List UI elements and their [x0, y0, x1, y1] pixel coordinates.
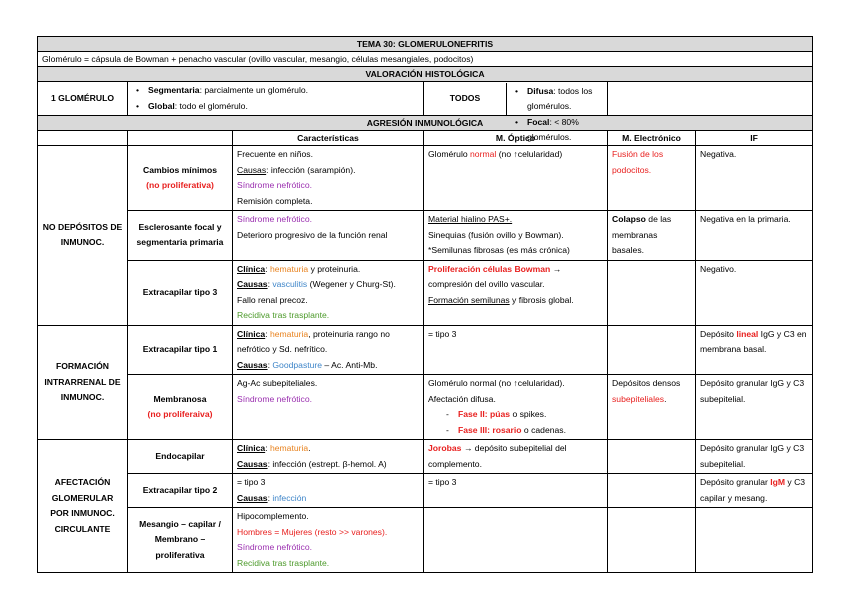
table-row [38, 440, 813, 474]
list-item: • Focal: < 80% glomérulos. [527, 115, 603, 146]
caracteristicas-cell: Ag-Ac subepiteliales. Síndrome nefrótico. [233, 375, 424, 440]
m-optico-cell: Proliferación células Bowman → compresión del ovillo vascular. Formación semilunas y fibrosis global. [424, 260, 608, 325]
row-name: Esclerosante focal y segmentaria primaria [128, 211, 233, 261]
caracteristicas-cell: Frecuente en niños. Causas: infección (sarampión). Síndrome nefrótico. Remisión completa. [233, 146, 424, 211]
group-label: NO DEPÓSITOS DE INMUNOC. [38, 146, 128, 326]
if-cell: Depósito granular IgG y C3 subepitelial. [696, 440, 813, 474]
if-cell [696, 508, 813, 573]
definition-text: Glomérulo = cápsula de Bowman + penacho vascular (ovillo vascular, mesangio, células mesangiales, podocitos) [38, 52, 813, 67]
caracteristicas-cell: Clínica: hematuria, proteinuria rango no nefrótico y Sd. nefrítico. Causas: Goodpasture – Ac. Anti-Mb. [233, 325, 424, 375]
m-electronico-cell [608, 440, 696, 474]
if-cell: Depósito granular IgM y C3 capilar y mesang. [696, 474, 813, 508]
m-electronico-cell: Colapso de las membranas basales. [608, 211, 696, 261]
m-optico-cell: Glomérulo normal (no ↑celularidad) [424, 146, 608, 211]
row-tag: (no proliferaiva) [147, 409, 213, 419]
if-cell: Negativa en la primaria. [696, 211, 813, 261]
column-header-row [38, 131, 813, 146]
col-m-electronico: M. Electrónico [608, 131, 696, 146]
histologic-row [38, 82, 813, 116]
m-optico-cell: = tipo 3 [424, 325, 608, 375]
m-electronico-cell: Depósitos densos subepiteliales. [608, 375, 696, 440]
row-name: Extracapilar tipo 3 [128, 260, 233, 325]
col-m-optico: M. Óptico [424, 131, 608, 146]
table-row [38, 260, 813, 325]
list-item: • Difusa: todos los glomérulos. [527, 84, 603, 115]
histologic-left-list [132, 83, 419, 114]
table-row [38, 211, 813, 261]
caracteristicas-cell: Síndrome nefrótico. Deterioro progresivo de la función renal [233, 211, 424, 261]
m-optico-cell: = tipo 3 [424, 474, 608, 508]
caracteristicas-cell: Hipocomplemento. Hombres = Mujeres (resto >> varones). Síndrome nefrótico. Recidiva tras trasplante. [233, 508, 424, 573]
caracteristicas-cell: Clínica: hematuria. Causas: infección (estrept. β-hemol. A) [233, 440, 424, 474]
if-cell: Depósito granular IgG y C3 subepitelial. [696, 375, 813, 440]
if-cell: Negativo. [696, 260, 813, 325]
m-optico-cell: Glomérulo normal (no ↑celularidad). Afectación difusa. - Fase II: púas o spikes. - Fase III: rosario o cadenas. [424, 375, 608, 440]
m-electronico-cell: Fusión de los podocitos. [608, 146, 696, 211]
row-name: Extracapilar tipo 1 [128, 325, 233, 375]
m-optico-cell: Material hialino PAS+. Sinequias (fusión ovillo y Bowman). *Semilunas fibrosas (es más crónica) [424, 211, 608, 261]
row-name: Cambios mínimos [142, 164, 218, 175]
caracteristicas-cell: = tipo 3 Causas: infección [233, 474, 424, 508]
row-name: Extracapilar tipo 2 [128, 474, 233, 508]
col-caracteristicas: Características [233, 131, 424, 146]
list-item: - Fase III: rosario o cadenas. [458, 423, 603, 439]
m-electronico-cell [608, 325, 696, 375]
histologic-right-label: TODOS [424, 83, 507, 115]
table-row [38, 146, 813, 211]
col-if: IF [696, 131, 813, 146]
if-cell: Depósito lineal IgG y C3 en membrana basal. [696, 325, 813, 375]
glomerulonefritis-table [37, 36, 813, 573]
table-row [38, 508, 813, 573]
row-name: Membranosa [153, 393, 207, 404]
histologic-header: VALORACIÓN HISTOLÓGICA [38, 67, 813, 82]
group-label: FORMACIÓN INTRARRENAL DE INMUNOC. [38, 325, 128, 440]
m-optico-cell [424, 508, 608, 573]
m-optico-cell: Jorobas → depósito subepitelial del complemento. [424, 440, 608, 474]
row-name: Mesangio – capilar / Membrano – proliferativa [128, 508, 233, 573]
row-name: Endocapilar [128, 440, 233, 474]
group-label: AFECTACIÓN GLOMERULAR POR INMUNOC. CIRCULANTE [38, 440, 128, 573]
list-item: - Fase II: púas o spikes. [458, 407, 603, 423]
list-item: • Segmentaria: parcialmente un glomérulo. [148, 83, 419, 99]
table-row [38, 474, 813, 508]
row-tag: (no proliferativa) [146, 180, 214, 190]
table-row [38, 375, 813, 440]
m-electronico-cell [608, 508, 696, 573]
if-cell: Negativa. [696, 146, 813, 211]
m-electronico-cell [608, 474, 696, 508]
immuno-header: AGRESIÓN INMUNOLÓGICA [38, 116, 813, 131]
histologic-left-label: 1 GLOMÉRULO [38, 82, 128, 116]
table-row [38, 325, 813, 375]
caracteristicas-cell: Clínica: hematuria y proteinuria. Causas: vasculitis (Wegener y Churg-St). Fallo renal precoz. Recidiva tras trasplante. [233, 260, 424, 325]
list-item: • Global: todo el glomérulo. [148, 99, 419, 115]
m-electronico-cell [608, 260, 696, 325]
page-title: TEMA 30: GLOMERULONEFRITIS [38, 37, 813, 52]
